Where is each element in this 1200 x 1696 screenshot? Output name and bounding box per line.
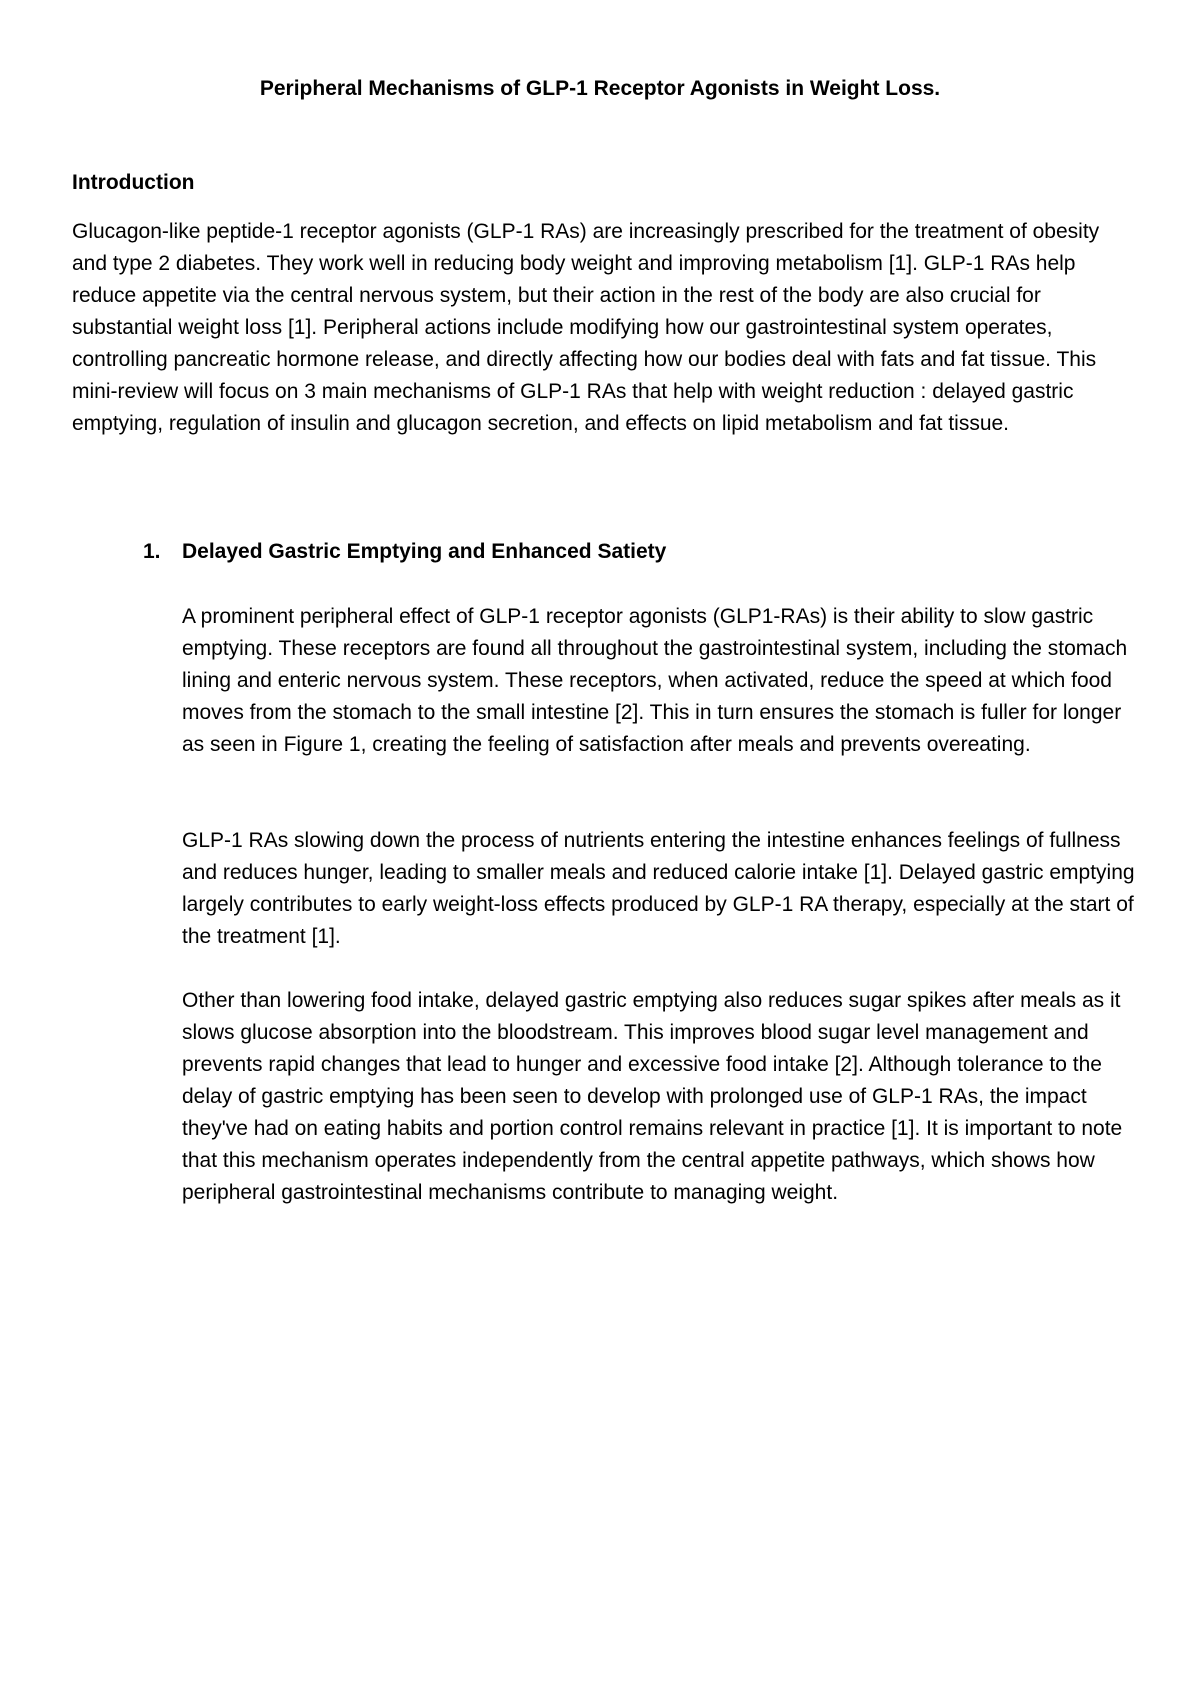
introduction-heading: Introduction (72, 171, 195, 194)
section-1-paragraph-2: GLP-1 RAs slowing down the process of nutrients entering the intestine enhances feelings of fullness and reduces hunger, leading to smaller meals and reduced calorie intake [1]. Delayed gastric emptying largely contributes to early weight-loss effects produced by GLP-1 RA therapy, especially at the start of the treatment [1]. (182, 829, 1135, 948)
introduction-paragraph: Glucagon-like peptide-1 receptor agonists (GLP-1 RAs) are increasingly prescribed for the treatment of obesity and type 2 diabetes. They work well in reducing body weight and improving metabolism [1]. GLP-1 RAs help reduce appetite via the central nervous system, but their action in the rest of the body are also crucial for substantial weight loss [1]. Peripheral actions include modifying how our gastrointestinal system operates, controlling pancreatic hormone release, and directly affecting how our bodies deal with fats and fat tissue. This mini-review will focus on 3 main mechanisms of GLP-1 RAs that help with weight reduction : delayed gastric emptying, regulation of insulin and glucagon secretion, and effects on lipid metabolism and fat tissue. (72, 220, 1100, 435)
section-1-paragraph-3: Other than lowering food intake, delayed gastric emptying also reduces sugar spikes after meals as it slows glucose absorption into the bloodstream. This improves blood sugar level management and prevents rapid changes that lead to hunger and excessive food intake [2]. Although tolerance to the delay of gastric emptying has been seen to develop with prolonged use of GLP-1 RAs, the impact they've had on eating habits and portion control remains relevant in practice [1]. It is important to note that this mechanism operates independently from the central appetite pathways, which shows how peripheral gastrointestinal mechanisms contribute to managing weight. (182, 989, 1123, 1204)
section-1-paragraph-1: A prominent peripheral effect of GLP-1 receptor agonists (GLP1-RAs) is their ability to slow gastric emptying. These receptors are found all throughout the gastrointestinal system, including the stomach lining and enteric nervous system. These receptors, when activated, reduce the speed at which food moves from the stomach to the small intestine [2]. This in turn ensures the stomach is fuller for longer as seen in Figure 1, creating the feeling of satisfaction after meals and prevents overeating. (182, 605, 1128, 756)
section-1-number: 1. (143, 540, 161, 563)
section-1-heading (143, 537, 666, 567)
section-1-title: Delayed Gastric Emptying and Enhanced Satiety (182, 540, 667, 563)
document-title: Peripheral Mechanisms of GLP-1 Receptor Agonists in Weight Loss. (259, 77, 941, 100)
